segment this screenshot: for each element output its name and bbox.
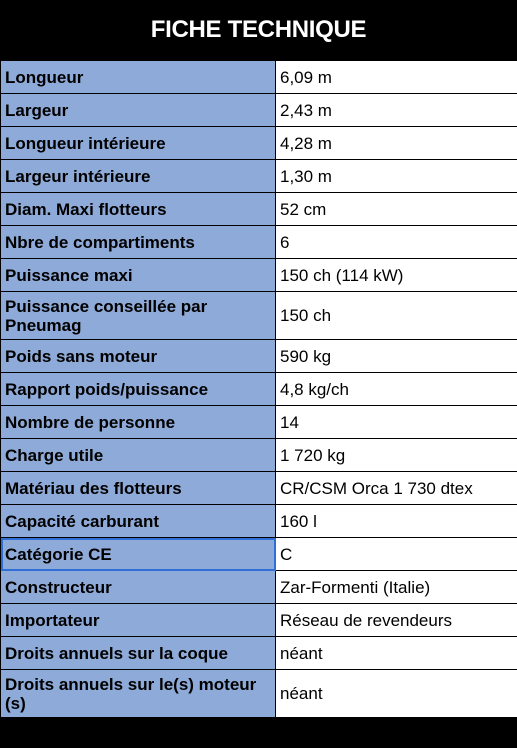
table-row	[1, 439, 517, 472]
spec-label[interactable]: Puissance maxi	[1, 259, 276, 292]
spec-label[interactable]: Droits annuels sur le(s) moteur (s)	[1, 670, 276, 718]
table-row	[1, 505, 517, 538]
table-row	[1, 193, 517, 226]
table-row	[1, 292, 517, 340]
table-row	[1, 226, 517, 259]
table-row	[1, 604, 517, 637]
spec-value[interactable]: 590 kg	[276, 340, 517, 373]
sheet-title: FICHE TECHNIQUE	[150, 16, 367, 43]
table-row	[1, 340, 517, 373]
table-row	[1, 571, 517, 604]
spec-value[interactable]: 1,30 m	[276, 160, 517, 193]
spec-label[interactable]: Diam. Maxi flotteurs	[1, 193, 276, 226]
spec-value[interactable]: 14	[276, 406, 517, 439]
table-row	[1, 127, 517, 160]
spec-label[interactable]: Nbre de compartiments	[1, 226, 276, 259]
spec-label[interactable]: Largeur	[1, 94, 276, 127]
spec-label[interactable]: Poids sans moteur	[1, 340, 276, 373]
table-row	[1, 406, 517, 439]
spec-label[interactable]: Nombre de personne	[1, 406, 276, 439]
spec-label[interactable]: Importateur	[1, 604, 276, 637]
table-row	[1, 94, 517, 127]
spec-value[interactable]: Zar-Formenti (Italie)	[276, 571, 517, 604]
spec-value[interactable]: 6,09 m	[276, 61, 517, 94]
spec-label[interactable]: Longueur	[1, 61, 276, 94]
table-row	[1, 472, 517, 505]
spec-value[interactable]: 150 ch (114 kW)	[276, 259, 517, 292]
spec-label[interactable]: Matériau des flotteurs	[1, 472, 276, 505]
spec-label[interactable]: Charge utile	[1, 439, 276, 472]
table-row	[1, 160, 517, 193]
table-row	[1, 61, 517, 94]
table-row	[1, 670, 517, 718]
spec-label[interactable]: Constructeur	[1, 571, 276, 604]
table-row	[1, 637, 517, 670]
spec-label[interactable]: Largeur intérieure	[1, 160, 276, 193]
spec-label[interactable]: Longueur intérieure	[1, 127, 276, 160]
table-row	[1, 373, 517, 406]
table-row-selected	[1, 538, 517, 571]
spec-value[interactable]: 52 cm	[276, 193, 517, 226]
spec-label[interactable]: Puissance conseillée par Pneumag	[1, 292, 276, 340]
spec-table	[0, 60, 517, 718]
spec-label-selected[interactable]: Catégorie CE	[1, 538, 276, 571]
spec-value[interactable]: 160 l	[276, 505, 517, 538]
spec-value[interactable]: C	[276, 538, 517, 571]
spec-value[interactable]: Réseau de revendeurs	[276, 604, 517, 637]
spec-value[interactable]: néant	[276, 670, 517, 718]
spec-value[interactable]: 4,28 m	[276, 127, 517, 160]
spec-label[interactable]: Capacité carburant	[1, 505, 276, 538]
table-row	[1, 259, 517, 292]
spec-label[interactable]: Rapport poids/puissance	[1, 373, 276, 406]
spec-value[interactable]: CR/CSM Orca 1 730 dtex	[276, 472, 517, 505]
spec-value[interactable]: 6	[276, 226, 517, 259]
spec-value[interactable]: 2,43 m	[276, 94, 517, 127]
spec-value[interactable]: 1 720 kg	[276, 439, 517, 472]
spec-value[interactable]: 150 ch	[276, 292, 517, 340]
spec-label[interactable]: Droits annuels sur la coque	[1, 637, 276, 670]
spec-value[interactable]: 4,8 kg/ch	[276, 373, 517, 406]
spec-value[interactable]: néant	[276, 637, 517, 670]
